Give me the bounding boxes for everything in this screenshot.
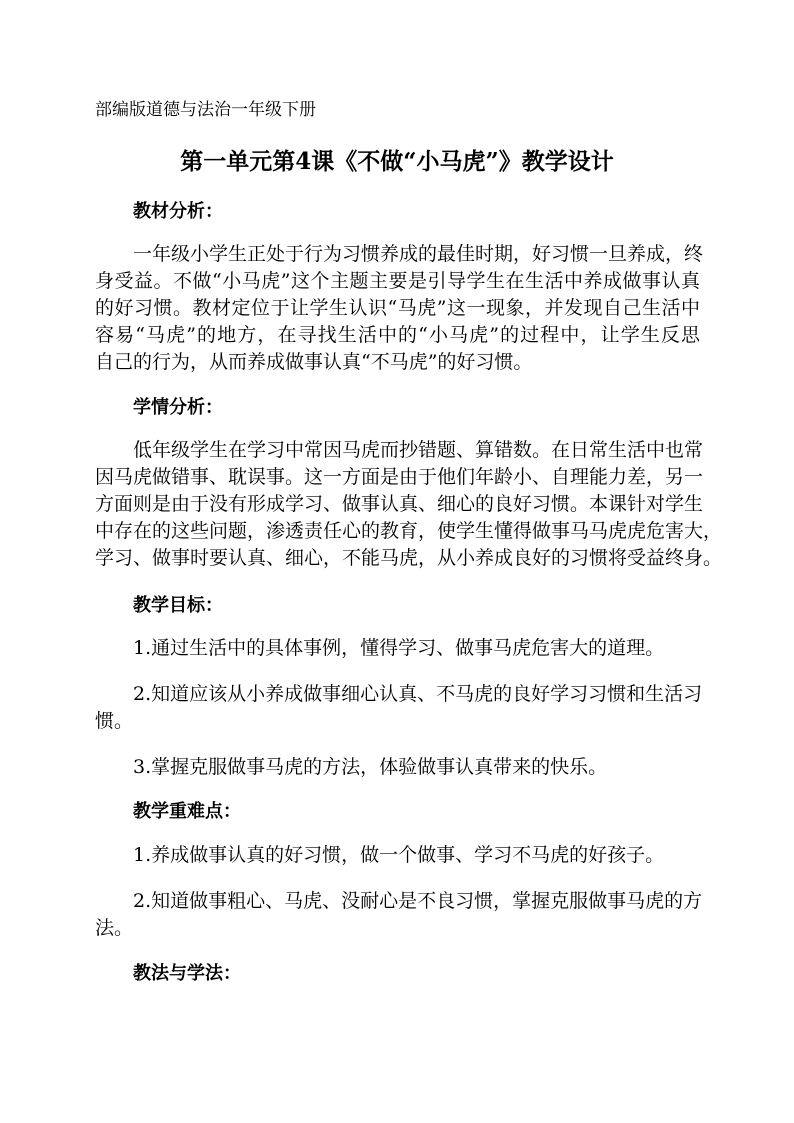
goal-item: 2.知道应该从小养成做事细心认真、不马虎的良好学习习惯和生活习: [133, 683, 703, 705]
paragraph-line: 容易“马虎”的地方，在寻找生活中的“小马虎”的过程中，让学生反思: [95, 324, 700, 346]
document-subtitle: 部编版道德与法治一年级下册: [95, 100, 316, 120]
section-heading-methods: 教法与学法：: [133, 963, 241, 984]
paragraph-line: 中存在的这些问题，渗透责任心的教育，使学生懂得做事马马虎虎危害大，: [95, 520, 723, 542]
key-point-item: 1.养成做事认真的好习惯，做一个做事、学习不马虎的好孩子。: [133, 844, 665, 866]
paragraph-line: 低年级学生在学习中常因马虎而抄错题、算错数。在日常生活中也常: [133, 439, 704, 461]
paragraph-line: 一年级小学生正处于行为习惯养成的最佳时期，好习惯一旦养成，终: [133, 243, 704, 265]
section-heading-key-points: 教学重难点：: [133, 801, 241, 822]
section-heading-students: 学情分析：: [133, 397, 223, 418]
paragraph-line: 方面则是由于没有形成学习、做事认真、细心的良好习惯。本课针对学生: [95, 493, 704, 515]
section-heading-materials: 教材分析：: [133, 201, 223, 222]
key-point-item-continuation: 法。: [95, 917, 134, 939]
paragraph-line: 身受益。不做“小马虎”这个主题主要是引导学生在生活中养成做事认真: [95, 270, 700, 292]
document-title: 第一单元第4课《不做“小马虎”》教学设计: [180, 148, 614, 175]
paragraph-line: 学习、做事时要认真、细心，不能马虎，从小养成良好的习惯将受益终身。: [95, 547, 723, 569]
paragraph-line: 自己的行为，从而养成做事认真“不马虎”的好习惯。: [95, 351, 533, 373]
section-heading-goals: 教学目标：: [133, 595, 223, 616]
goal-item-continuation: 惯。: [95, 710, 134, 732]
paragraph-line: 因马虎做错事、耽误事。这一方面是由于他们年龄小、自理能力差，另一: [95, 466, 704, 488]
goal-item: 1.通过生活中的具体事例，懂得学习、做事马虎危害大的道理。: [133, 637, 665, 659]
goal-item: 3.掌握克服做事马虎的方法，体验做事认真带来的快乐。: [133, 756, 608, 778]
key-point-item: 2.知道做事粗心、马虎、没耐心是不良习惯，掌握克服做事马虎的方: [133, 890, 703, 912]
paragraph-line: 的好习惯。教材定位于让学生认识“马虎”这一现象，并发现自己生活中: [95, 297, 700, 319]
